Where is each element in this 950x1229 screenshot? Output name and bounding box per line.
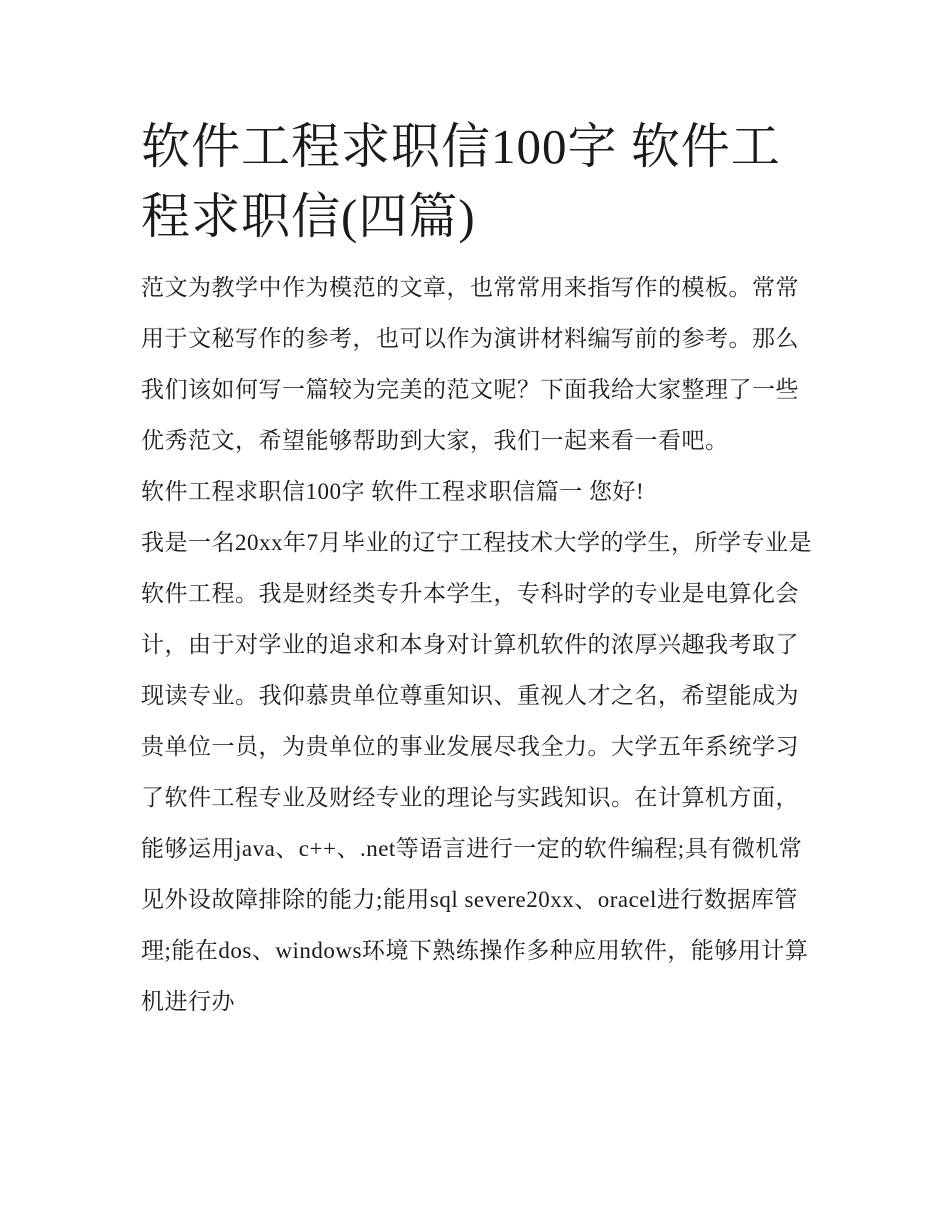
intro-paragraph: 范文为教学中作为模范的文章，也常常用来指写作的模板。常常用于文秘写作的参考，也可以作为演讲材料编写前的参考。那么我们该如何写一篇较为完美的范文呢？下面我给大家整理了一些优秀范文，希望能够帮助到大家，我们一起来看一看吧。 [141,275,799,453]
section-heading: 软件工程求职信100字 软件工程求职信篇一 您好! [141,479,645,504]
document-content [141,112,821,1027]
page-title: 软件工程求职信100字 软件工程求职信(四篇) [141,119,781,244]
body-paragraph: 我是一名20xx年7月毕业的辽宁工程技术大学的学生，所学专业是软件工程。我是财经类专升本学生，专科时学的专业是电算化会计，由于对学业的追求和本身对计算机软件的浓厚兴趣我考取了现读专业。我仰慕贵单位尊重知识、重视人才之名，希望能成为贵单位一员，为贵单位的事业发展尽我全力。大学五年系统学习了软件工程专业及财经专业的理论与实践知识。在计算机方面，能够运用java、c++、.net等语言进行一定的软件编程;具有微机常见外设故障排除的能力;能用sql severe20xx、oracel进行数据库管理;能在dos、windows环境下熟练操作多种应用软件，能够用计算机进行办 [141,530,812,1014]
